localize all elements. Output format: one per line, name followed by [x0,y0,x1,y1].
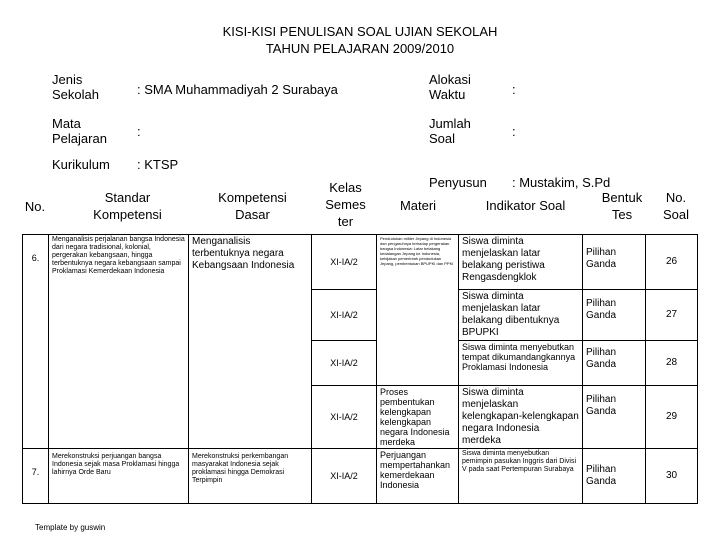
penyusun-value: : Mustakim, S.Pd [512,175,611,190]
header-kompetensi-dasar: Kompetensi Dasar [218,190,287,222]
jumlah-soal-value: : [512,124,516,139]
group2-no: 7. [23,449,49,504]
row-indikator: Siswa diminta menyebutkan pemimpin pasukan Inggris dari Divisi V pada saat Pertempuran Surabaya [459,449,583,504]
row-kelas: XI-IA/2 [312,341,377,386]
row-indikator: Siswa diminta menjelaskan latar belakang dibentuknya BPUPKI [459,290,583,341]
kurikulum-value: : KTSP [137,157,179,172]
row-materi: Perjuangan mempertahankan kemerdekaan Indonesia [377,449,459,504]
group2-standar-kompetensi: Merekonstruksi perjuangan bangsa Indonesia sejak masa Proklamasi hingga lahirnya Orde Baru [49,449,189,504]
header-indikator-soal: Indikator Soal [485,198,566,213]
row-bentuk: Pilihan Ganda [583,290,646,341]
header-materi: Materi [399,198,437,213]
jenis-sekolah-label: Jenis Sekolah [52,72,99,102]
mata-pelajaran-label: Mata Pelajaran [52,116,107,146]
row-bentuk: Pilihan Ganda [583,386,646,449]
row-materi: Proses pembentukan kelengkapan kelengkapan negara Indonesia merdeka [377,386,459,449]
row-kelas: XI-IA/2 [312,449,377,504]
row-indikator: Siswa diminta menjelaskan latar belakang peristiwa Rengasdengklok [459,235,583,290]
penyusun-label: Penyusun [429,175,487,190]
kisi-kisi-table [22,234,698,504]
header-bentuk-tes: Bentuk Tes [601,190,643,222]
row-nomor: 28 [646,341,698,386]
document-subtitle: TAHUN PELAJARAN 2009/2010 [265,41,455,56]
header-standar-kompetensi: Standar Kompetensi [93,190,162,222]
alokasi-waktu-value: : [512,82,516,97]
jumlah-soal-label: Jumlah Soal [429,116,471,146]
row-indikator: Siswa diminta menyebutkan tempat dikumandangkannya Proklamasi Indonesia [459,341,583,386]
group2-kompetensi-dasar: Merekonstruksi perkembangan masyarakat Indonesia sejak proklamasi hingga Demokrasi Terpimpin [189,449,312,504]
header-kelas-semester: Kelas Semes ter [325,180,366,229]
row-indikator: Siswa diminta menjelaskan kelengkapan-kelengkapan negara Indonesia merdeka [459,386,583,449]
row-kelas: XI-IA/2 [312,290,377,341]
row-bentuk: Pilihan Ganda [583,449,646,504]
document-title: KISI-KISI PENULISAN SOAL UJIAN SEKOLAH [222,24,498,39]
mata-pelajaran-value: : [137,124,141,139]
row-kelas: XI-IA/2 [312,386,377,449]
row-nomor: 27 [646,290,698,341]
row-bentuk: Pilihan Ganda [583,341,646,386]
row-nomor: 30 [646,449,698,504]
row-nomor: 26 [646,235,698,290]
template-credit: Template by guswin [35,523,106,532]
kurikulum-label: Kurikulum [52,157,110,172]
row-materi: Pendudukan militer Jepang di Indonesia dan pengaruhnya terhadap pergerakan bangsa Indonesia: Latar belakang kedatangan Jepang ke Indonesia, kebijakan pemerintah pendudukan Jepang, pembentukan BPUPKI dan PPKI [377,235,459,386]
table-row [23,449,698,504]
jenis-sekolah-value: : SMA Muhammadiyah 2 Surabaya [137,82,338,97]
row-kelas: XI-IA/2 [312,235,377,290]
row-bentuk: Pilihan Ganda [583,235,646,290]
group1-kompetensi-dasar: Menganalisis terbentuknya negara Kebangsaan Indonesia [189,235,312,449]
table-row [23,235,698,290]
alokasi-waktu-label: Alokasi Waktu [429,72,471,102]
group1-no: 6. [23,235,49,449]
group1-standar-kompetensi: Menganalisis perjalanan bangsa Indonesia dari negara tradisional, kolonial, pergerakan kebangsaan, hingga terbentuknya negara kebangsaan sampai Proklamasi Kemerdekaan Indonesia [49,235,189,449]
row-nomor: 29 [646,386,698,449]
header-no: No. [24,199,46,214]
header-no-soal: No. Soal [662,190,690,222]
